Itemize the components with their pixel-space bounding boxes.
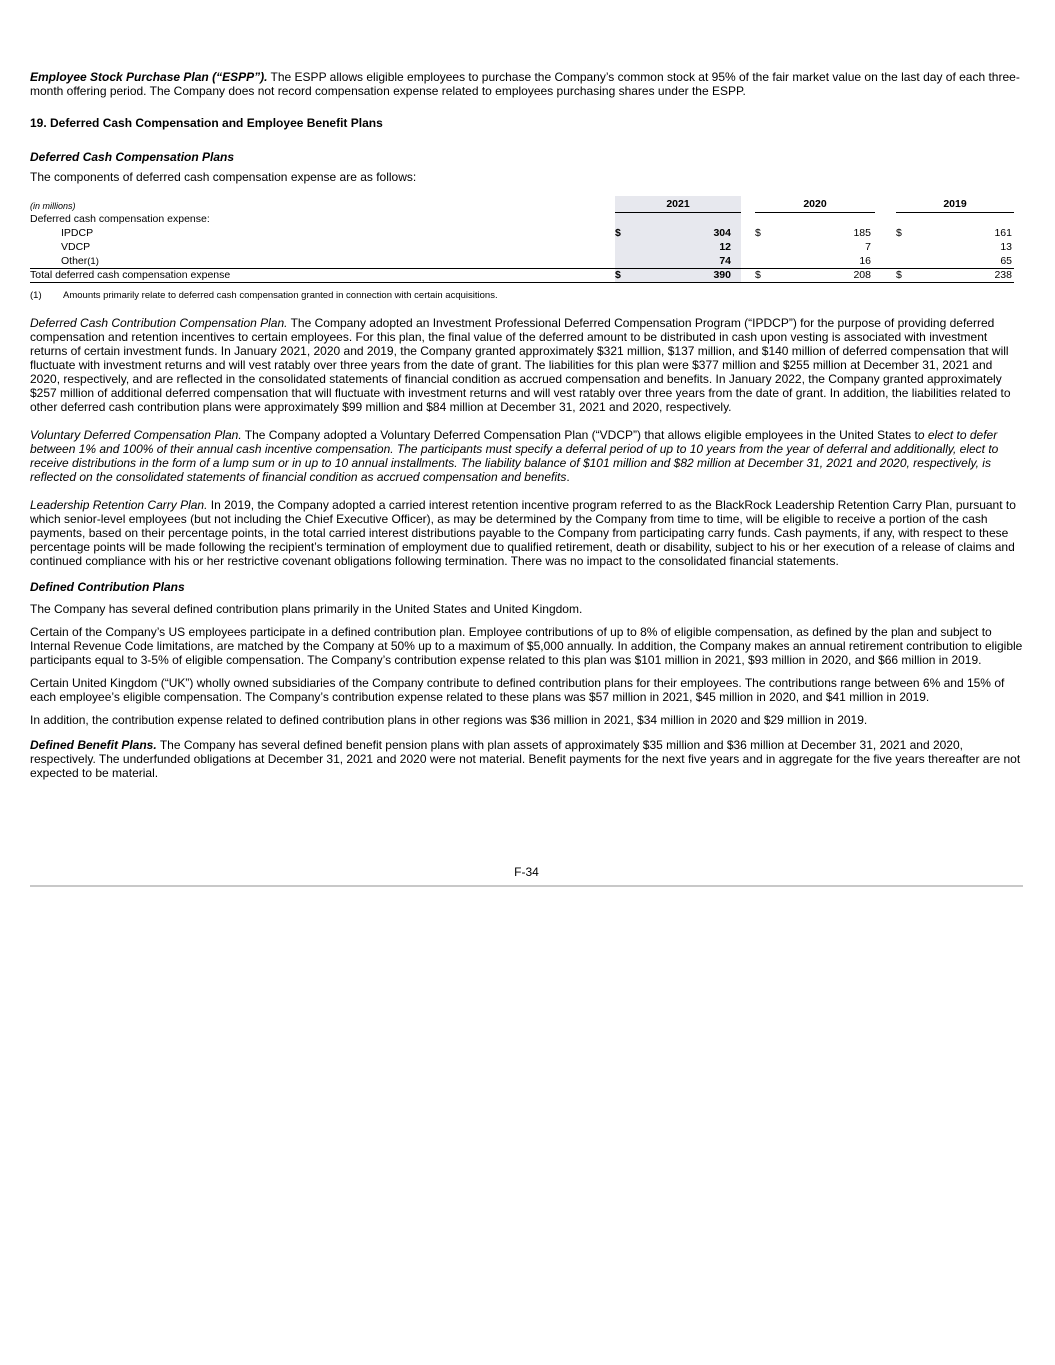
dollar-sign: $ [896, 269, 902, 281]
vdcp-2021: 12 [719, 241, 731, 253]
db-title: Defined Benefit Plans. [30, 738, 157, 752]
espp-paragraph [30, 70, 1023, 98]
other-2021: 74 [719, 255, 731, 267]
dc-paragraph-2: Certain of the Company’s US employees participate in a defined contribution plan. Employee contributions of up to 8% of eligible compensation, as defined by the plan and subject to Internal Revenue Code limitations, are matched by the Company at 50% up to a maximum of $5,000 annually. In addition, the Company makes an annual retirement contribution to eligible participants equal to 3-5% of eligible compensation. The Company’s contribution expense related to this plan was $101 million in 2021, $93 million in 2020, and $66 million in 2019. [30, 625, 1023, 667]
deferred-heading: Deferred Cash Compensation Plans [30, 150, 235, 164]
total-label: Total deferred cash compensation expense [30, 269, 231, 281]
other-label: Other [61, 255, 88, 267]
dc-paragraph-3: Certain United Kingdom (“UK”) wholly owned subsidiaries of the Company contribute to defined contribution plans for their employees. The contributions range between 6% and 15% of each employee’s eligible compensation. The Company’s contribution expense related to these plans was $57 million in 2021, $45 million in 2020, and $41 million in 2019. [30, 676, 1005, 704]
espp-title: Employee Stock Purchase Plan (“ESPP”). [30, 70, 268, 84]
lrcp-paragraph [30, 498, 1023, 568]
year-header-2021: 2021 [666, 198, 690, 210]
table-footnote [30, 290, 1023, 302]
footnote-ref: (1) [87, 256, 99, 267]
section-heading: 19. Deferred Cash Compensation and Employee Benefit Plans [30, 116, 383, 130]
header-underline-2019 [896, 212, 1014, 213]
total-bottom-rule [30, 282, 1014, 283]
other-2020: 16 [859, 255, 871, 267]
header-underline-2021 [615, 212, 741, 213]
deferred-intro: The components of deferred cash compensation expense are as follows: [30, 170, 417, 184]
dc-paragraph-1: The Company has several defined contribution plans primarily in the United States and United Kingdom. [30, 602, 583, 616]
dollar-sign: $ [615, 227, 621, 239]
dc-heading: Defined Contribution Plans [30, 580, 185, 594]
dollar-sign: $ [896, 227, 902, 239]
header-underline-2020 [755, 212, 875, 213]
row-label-vdcp: VDCP [61, 241, 91, 253]
year-header-2019: 2019 [943, 198, 967, 210]
vdcp-paragraph [30, 428, 1023, 484]
document-page [30, 70, 1023, 780]
units-label: (in millions) [30, 201, 76, 211]
vdcp-2019: 13 [1000, 241, 1012, 253]
vdcp-text-end: . [566, 470, 570, 484]
lrcp-text: In 2019, the Company adopted a carried interest retention incentive program referred to as the BlackRock Leadership Retention Carry Plan, pursuant to which senior-level employees (but not including the Chief Executive Officer), as may be determined by the Company from time to time, will be eligible to receive a portion of the cash payments, based on their percentage points, in the total carried interest distributions payable to the Company from participating carry funds. Cash payments, if any, with respect to these percentage points will be made following the recipient’s termination of employment due to qualified retirement, death or disability, subject to his or her execution of a release of claims and continued compliance with his or her restrictive covenant obligations following termination. There was no impact to the consolidated financial statements. [30, 498, 1016, 568]
vdcp-text: The Company adopted a Voluntary Deferred Compensation Plan (“VDCP”) that allows eligible employees in the United States t [241, 428, 918, 442]
ipdcp-text: The Company adopted an Investment Professional Deferred Compensation Program (“IPDCP”) for the purpose of providing deferred compensation and retention incentives to certain employees. For this plan, the final value of the deferred amount to be distributed in cash upon vesting is associated with investment returns of certain investment funds. In January 2021, 2020 and 2019, the Company granted approximately $321 million, $137 million, and $140 million of deferred compensation that will fluctuate with investment returns and will vest ratably over three years from the date of grant. The liabilities for this plan were $377 million and $255 million at December 31, 2021 and 2020, respectively, and are reflected in the consolidated statements of financial condition as accrued compensation and benefits. In January 2022, the Company granted approximately $257 million of additional deferred compensation that will fluctuate with investment returns and will vest ratably over three years from the date of grant. In addition, the liabilities related to other deferred cash contribution plans were approximately $99 million and $84 million at December 31, 2021 and 2020, respectively. [30, 316, 1011, 414]
deferred-compensation-table [30, 196, 1014, 282]
total-2020: 208 [853, 269, 871, 281]
other-2019: 65 [1000, 255, 1012, 267]
footnote-text: Amounts primarily relate to deferred cash compensation granted in connection with certain acquisitions. [63, 290, 498, 301]
total-2021: 390 [713, 269, 731, 281]
vdcp-2020: 7 [865, 241, 871, 253]
vdcp-title: Voluntary Deferred Compensation Plan. [30, 428, 242, 442]
footnote-number: (1) [30, 290, 42, 301]
ipdcp-paragraph [30, 316, 1023, 414]
row-label-ipdcp: IPDCP [61, 227, 94, 239]
db-text: The Company has several defined benefit pension plans with plan assets of approximately $35 million and $36 million at December 31, 2021 and 2020, respectively. The underfunded obligations at December 31, 2021 and 2020 were not material. Benefit payments for the next five years and in aggregate for the five years thereafter are not expected to be material. [30, 738, 1021, 780]
year-header-2020: 2020 [803, 198, 827, 210]
total-2019: 238 [994, 269, 1012, 281]
page-bottom-rule [30, 885, 1023, 887]
dc-paragraph-4: In addition, the contribution expense related to defined contribution plans in other regions was $36 million in 2021, $34 million in 2020 and $29 million in 2019. [30, 713, 868, 727]
ipdcp-2020: 185 [853, 227, 871, 239]
dollar-sign: $ [615, 269, 621, 281]
page-number: F-34 [514, 865, 539, 879]
row-label-other [61, 255, 99, 268]
dollar-sign: $ [755, 227, 761, 239]
ipdcp-title: Deferred Cash Contribution Compensation Plan. [30, 316, 288, 330]
ipdcp-2019: 161 [994, 227, 1012, 239]
vdcp-text-italic: o elect to defer between 1% and 100% of their annual cash incentive compensation. The participants must specify a deferral period of up to 10 years from the year of deferral and additionally, elect to receive distributions in the form of a lump sum or in up to 10 annual installments. The liability balance of $101 million and $82 million at December 31, 2021 and 2020, respectively, is reflected on the consolidated statements of financial condition as accrued compensation and benefits [30, 428, 999, 484]
ipdcp-2021: 304 [713, 227, 731, 239]
espp-text: The ESPP allows eligible employees to purchase the Company’s common stock at 95% of the fair market value on the last day of each three-month offering period. The Company does not record compensation expense related to employees purchasing shares under the ESPP. [30, 70, 1020, 98]
dollar-sign: $ [755, 269, 761, 281]
lrcp-title: Leadership Retention Carry Plan. [30, 498, 208, 512]
db-paragraph [30, 738, 1023, 780]
group-label: Deferred cash compensation expense: [30, 213, 210, 225]
